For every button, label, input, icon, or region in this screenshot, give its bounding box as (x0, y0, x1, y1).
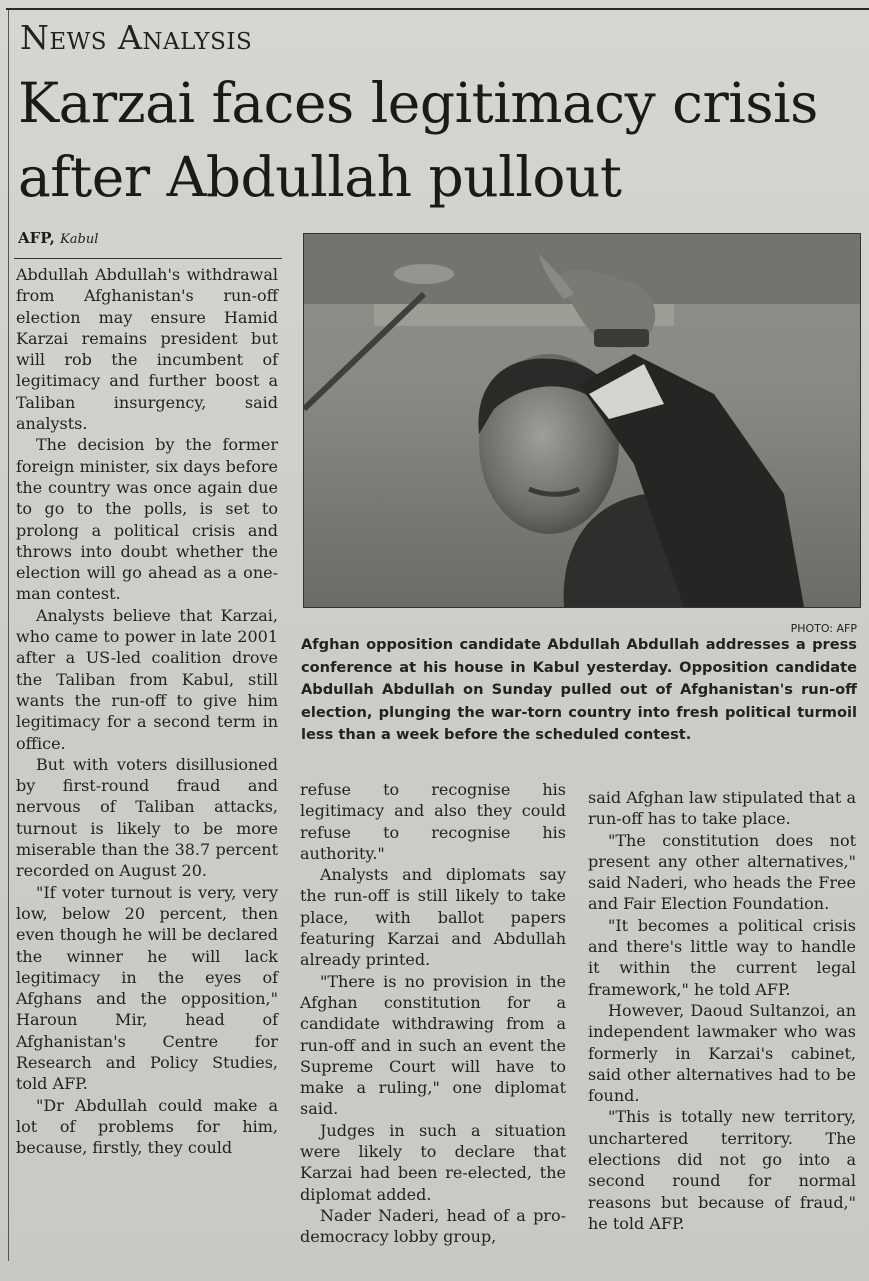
paragraph: "This is totally new territory, unchartered territory. The elections did not go into a second round for normal reasons but because of fraud," he told AFP. (588, 1107, 856, 1233)
paragraph: But with voters disillusioned by first-round fraud and nervous of Taliban attacks, turnout is likely to be more miserable than the 38.7 percent recorded on August 20. (16, 754, 278, 881)
paragraph: Abdullah Abdullah's withdrawal from Afghanistan's run-off election may ensure Hamid Karzai remains president but will rob the incumbent of legitimacy and further boost a Taliban insurgency, said analysts. (16, 265, 278, 434)
paragraph: Judges in such a situation were likely to declare that Karzai had been re-elected, the diplomat added. (300, 1120, 566, 1204)
paragraph: refuse to recognise his legitimacy and also they could refuse to recognise his authority." (300, 780, 566, 863)
photo-caption: Afghan opposition candidate Abdullah Abdullah addresses a press conference at his house in Kabul yesterday. Opposition candidate Abdullah Abdullah on Sunday pulled out of Afghanistan's run-off election, plunging the war-torn country into fresh political turmoil less than a week before the scheduled contest. (301, 636, 857, 744)
paragraph: The decision by the former foreign minister, six days before the country was once again due to go to the polls, is set to prolong a political crisis and throws into doubt whether the election will go ahead as a one-man contest. (16, 435, 278, 604)
article-column-1 (16, 264, 278, 1158)
paragraph: However, Daoud Sultanzoi, an independent lawmaker who was formerly in Karzai's cabinet, said other alternatives had to be found. (588, 1000, 856, 1106)
paragraph: Nader Naderi, head of a pro-democracy lobby group, (300, 1205, 566, 1247)
paragraph: Analysts and diplomats say the run-off is still likely to take place, with ballot papers featuring Karzai and Abdullah already printed. (300, 865, 566, 970)
photo-illustration (304, 234, 860, 607)
paragraph: Analysts believe that Karzai, who came to power in late 2001 after a US-led coalition drove the Taliban from Kabul, still wants the run-off to give him legitimacy for a second term in office. (16, 605, 278, 753)
paragraph: "The constitution does not present any other alternatives," said Naderi, who heads the Free and Fair Election Foundation. (588, 830, 856, 914)
news-photo (303, 233, 861, 608)
byline-rule (14, 258, 282, 259)
section-kicker: News Analysis (20, 18, 253, 57)
left-column-rule (8, 10, 9, 1261)
paragraph: "Dr Abdullah could make a lot of problems for him, because, firstly, they could (16, 1095, 278, 1158)
article-column-3 (588, 787, 856, 1234)
byline-agency: AFP, (18, 229, 55, 247)
paragraph: "If voter turnout is very, very low, below 20 percent, then even though he will be declared the winner he will lack legitimacy in the eyes of Afghans and the opposition," Haroun Mir, head of Afghanistan's Centre for Research and Policy Studies, told AFP. (16, 882, 278, 1094)
top-rule (6, 8, 869, 10)
paragraph: "It becomes a political crisis and there's little way to handle it within the current legal framework," he told AFP. (588, 915, 856, 999)
headline: Karzai faces legitimacy crisis after Abdullah pullout (18, 71, 818, 209)
paragraph: "There is no provision in the Afghan constitution for a candidate withdrawing from a run-off and in such an event the Supreme Court will have to make a ruling," one diplomat said. (300, 971, 566, 1119)
byline (18, 229, 98, 247)
byline-place: Kabul (60, 232, 99, 247)
article-column-2 (300, 779, 566, 1248)
photo-credit: PHOTO: AFP (790, 622, 857, 635)
paragraph: said Afghan law stipulated that a run-off has to take place. (588, 788, 856, 829)
